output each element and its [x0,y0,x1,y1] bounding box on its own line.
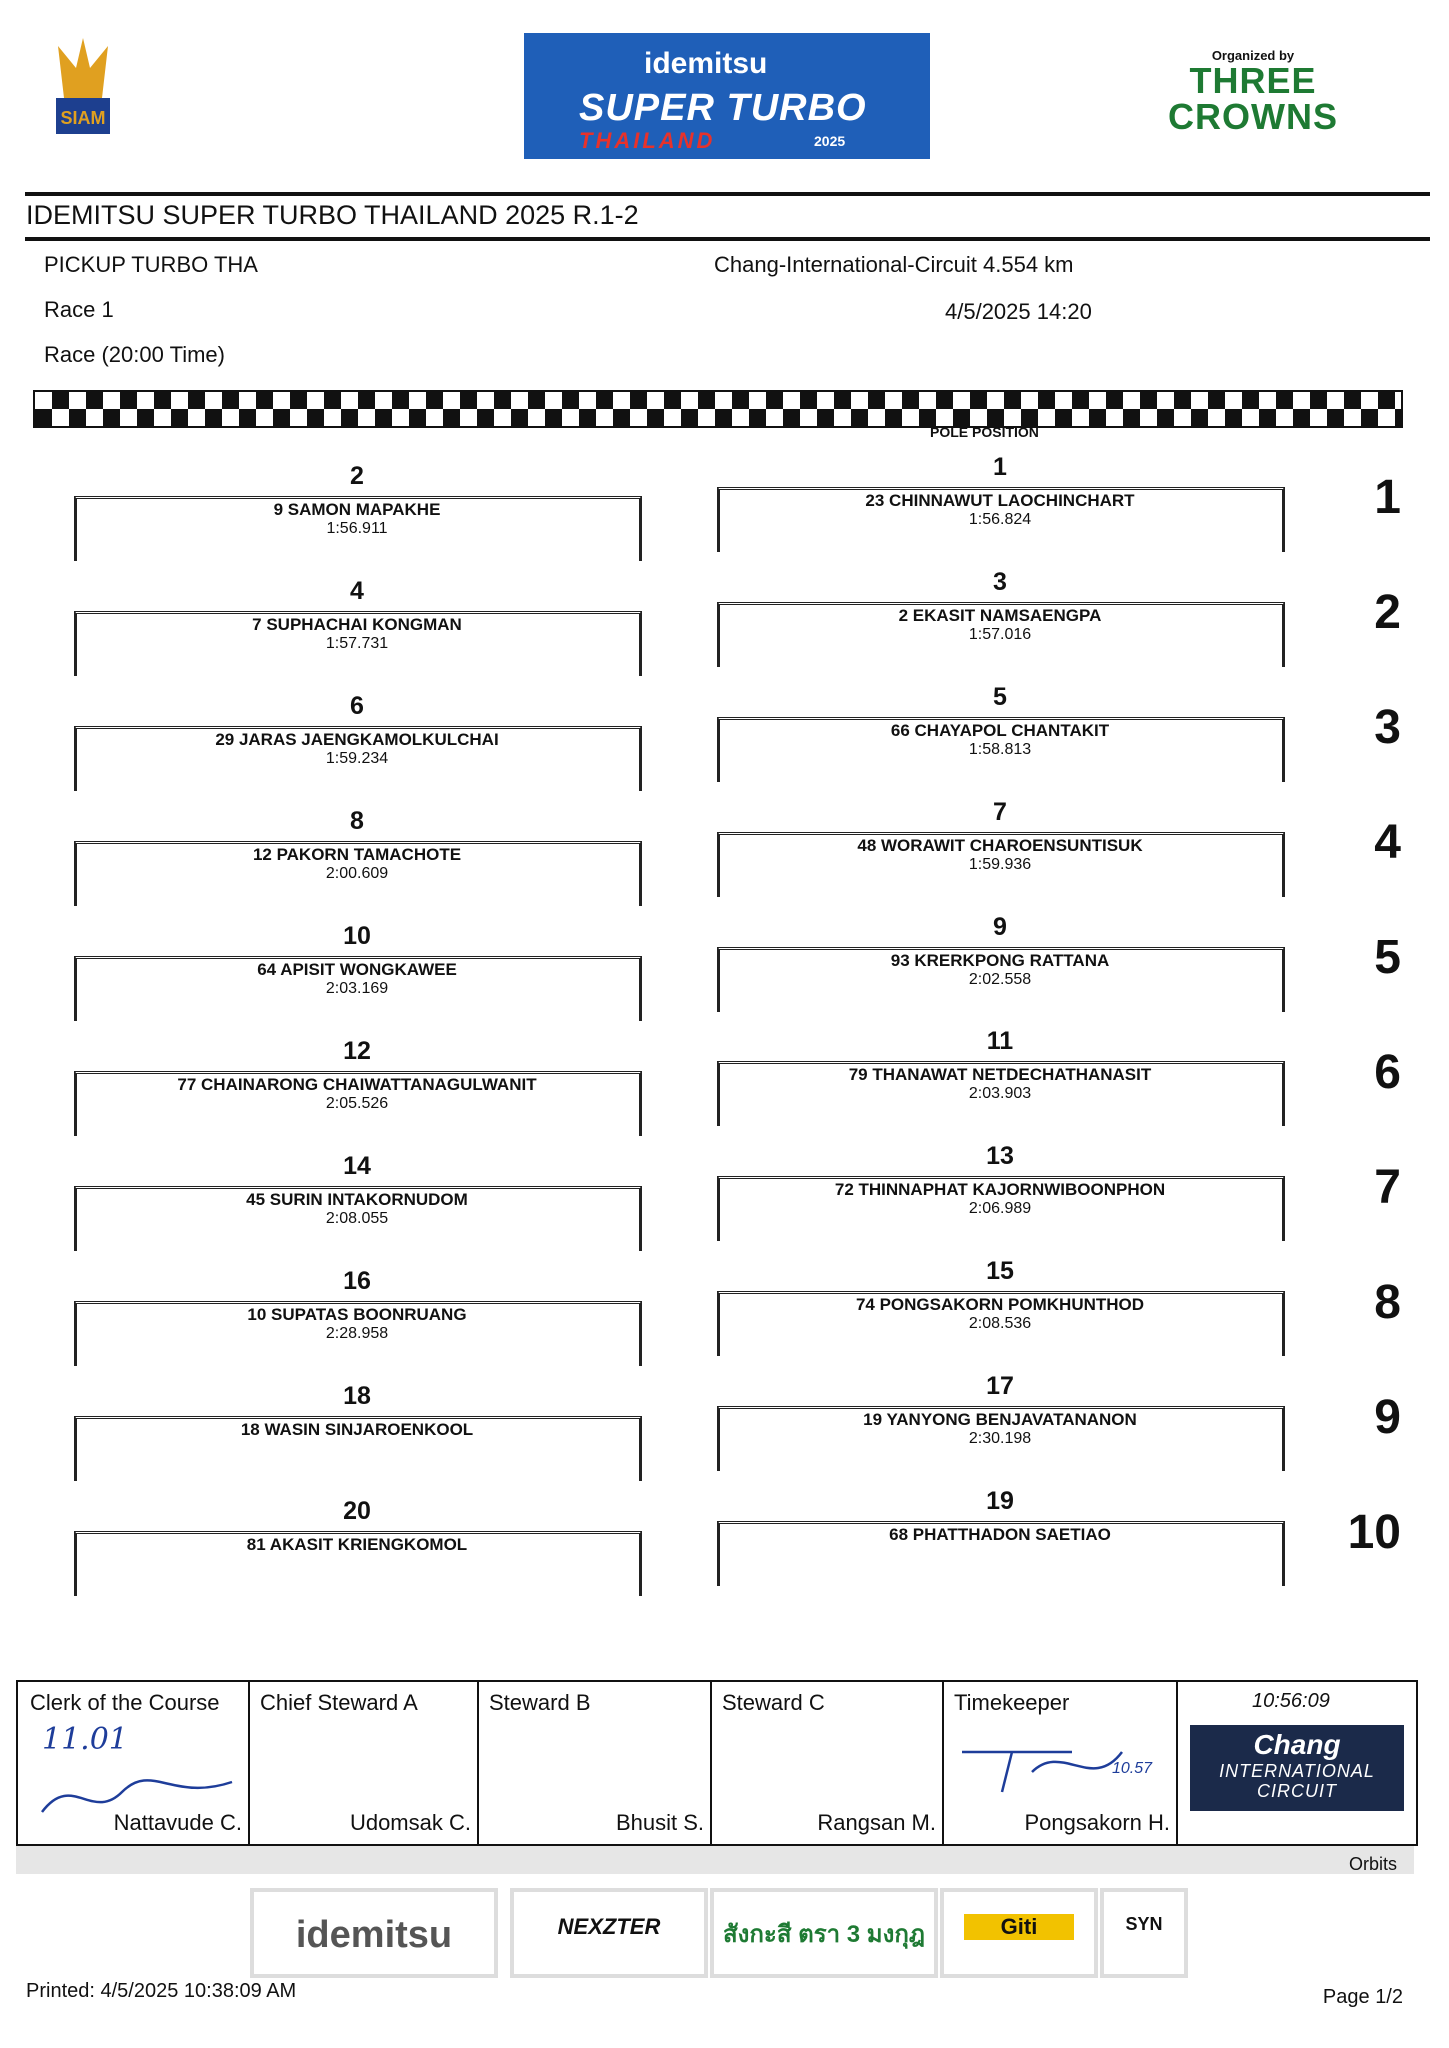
title-rule [25,237,1430,241]
driver-name: 72 THINNAPHAT KAJORNWIBOONPHON [834,1180,1166,1199]
driver-name: 18 WASIN SINJAROENKOOL [240,1420,474,1439]
printed-timestamp: Printed: 4/5/2025 10:38:09 AM [26,1980,297,2002]
siam-logo [50,38,116,142]
grid-position: 15 [986,1257,1014,1285]
grid-row-number: 9 [1374,1391,1401,1444]
grid-row-number: 5 [1374,931,1401,984]
driver-name: 48 WORAWIT CHAROENSUNTISUK [857,836,1143,855]
qualifying-time: 1:56.911 [326,520,388,537]
grid-slot [74,922,640,1022]
grid-position: 3 [993,568,1007,596]
grid-slot [717,1257,1283,1357]
organizer-label: Organized by [1211,48,1295,63]
grid-row-number: 3 [1374,701,1401,754]
sponsor-three-crowns-zinc-logo: สังกะสี ตรา 3 มงกุฎ [710,1888,938,1978]
grid-position: 8 [350,807,364,835]
handwritten-note: 11.01 [42,1722,128,1757]
page-number: Page 1/2 [1322,1986,1403,2008]
driver-name: 93 KRERKPONG RATTANA [890,951,1110,970]
qualifying-time: 1:56.824 [968,511,1032,528]
event-title: IDEMITSU SUPER TURBO THAILAND 2025 R.1-2 [26,200,639,230]
grid-position: 12 [343,1037,371,1065]
grid-slot [74,1037,640,1137]
grid-row-number: 1 [1374,471,1401,524]
grid-slot [74,1267,640,1367]
organizer-logo [1153,48,1353,135]
grid-slot [717,683,1283,783]
driver-name: 23 CHINNAWUT LAOCHINCHART [865,491,1135,510]
qualifying-time: 2:28.958 [325,1325,389,1342]
grid-slot [717,798,1283,898]
grid-position: 20 [343,1497,371,1525]
pole-position-label: POLE POSITION [930,424,1039,440]
grid-position: 14 [343,1152,371,1180]
official-name: Udomsak C. [349,1810,471,1835]
grid-slot [717,1487,1283,1587]
driver-name: 45 SURIN INTAKORNUDOM [246,1190,468,1209]
qualifying-time: 1:57.731 [325,635,389,652]
top-rule [25,192,1430,196]
grid-position: 9 [993,913,1007,941]
grid-row-number: 6 [1374,1046,1401,1099]
race-format: Race (20:00 Time) [44,342,225,367]
sponsor-idemitsu-logo: idemitsu [250,1888,498,1978]
qualifying-time: 2:03.903 [968,1085,1032,1102]
grid-row-number: 8 [1374,1276,1401,1329]
grid-row-number: 2 [1374,586,1401,639]
sponsor-giti-logo: Giti [940,1888,1098,1978]
grid-position: 10 [343,922,371,950]
grid-position: 5 [993,683,1007,711]
driver-name: 19 YANYONG BENJAVATANANON [863,1410,1137,1429]
qualifying-time: 1:59.936 [968,856,1032,873]
driver-name: 74 PONGSAKORN POMKHUNTHOD [855,1295,1145,1314]
grid-slot [74,462,640,562]
qualifying-time: 2:00.609 [325,865,389,882]
grid-position: 18 [343,1382,371,1410]
sponsor-nexzter-logo: NEXZTER [510,1888,708,1978]
grid-slot [74,692,640,792]
official-role: Timekeeper [954,1690,1070,1715]
circuit-info: Chang-International-Circuit 4.554 km [714,252,1074,277]
checkered-flag-banner [33,390,1403,428]
grid-slot [717,1027,1283,1127]
driver-name: 7 SUPHACHAI KONGMAN [252,615,462,634]
official-name: Bhusit S. [615,1810,704,1835]
grid-slot [717,1142,1283,1242]
official-role: Chief Steward A [260,1690,418,1715]
svg-text:SIAM: SIAM [60,108,106,128]
driver-name: 81 AKASIT KRIENGKOMOL [246,1535,468,1554]
official-role: Steward C [722,1690,825,1715]
grid-slot [74,1152,640,1252]
grid-position: 11 [986,1027,1014,1055]
sponsor-syn-logo: SYN [1100,1888,1188,1978]
driver-name: 64 APISIT WONGKAWEE [257,960,457,979]
grid-position: 1 [993,453,1007,481]
grid-position: 17 [986,1372,1014,1400]
grid-row-number: 7 [1374,1161,1401,1214]
grid-slot [74,1497,640,1597]
qualifying-time: 1:58.813 [968,741,1032,758]
idemitsu-super-turbo-logo: idemitsu SUPER TURBO THAILAND 2025 [524,33,930,159]
grid-position: 2 [350,462,364,490]
official-role: Clerk of the Course [30,1690,220,1715]
race-class: PICKUP TURBO THA [44,252,258,277]
official-role: Steward B [489,1690,591,1715]
race-datetime: 4/5/2025 14:20 [945,299,1092,324]
qualifying-time: 1:57.016 [968,626,1032,643]
grid-slot [717,1372,1283,1472]
footer-bar [16,1846,1414,1874]
qualifying-time: 2:30.198 [968,1430,1032,1447]
grid-position: 6 [350,692,364,720]
grid-position: 16 [343,1267,371,1295]
clerk-cell [18,1682,250,1844]
chang-circuit-logo: Chang INTERNATIONAL CIRCUIT [1190,1725,1404,1811]
driver-name: 77 CHAINARONG CHAIWATTANAGULWANIT [177,1075,537,1094]
race-number: Race 1 [44,297,114,322]
qualifying-time: 2:05.526 [325,1095,389,1112]
grid-slot [717,453,1283,553]
driver-name: 79 THANAWAT NETDECHATHANASIT [848,1065,1152,1084]
steward-b-cell [477,1682,712,1844]
driver-name: 66 CHAYAPOL CHANTAKIT [890,721,1110,740]
grid-slot [74,577,640,677]
qualifying-time: 2:03.169 [325,980,389,997]
orbits-label: Orbits [1348,1854,1397,1874]
qualifying-time: 2:02.558 [968,971,1032,988]
driver-name: 2 EKASIT NAMSAENGPA [898,606,1102,625]
timekeeper-cell [942,1682,1178,1844]
grid-slot [717,913,1283,1013]
qualifying-time: 2:08.536 [968,1315,1032,1332]
grid-slot [74,807,640,907]
organizer-name: THREE CROWNS [1168,60,1338,137]
driver-name: 68 PHATTHADON SAETIAO [889,1525,1111,1544]
official-name: Pongsakorn H. [1024,1810,1170,1835]
steward-c-cell [710,1682,944,1844]
qualifying-time: 1:59.234 [325,750,389,767]
grid-position: 4 [350,577,364,605]
grid-position: 7 [993,798,1007,826]
grid-slot [717,568,1283,668]
grid-row-number: 10 [1347,1506,1401,1559]
grid-slot [74,1382,640,1482]
print-clock: 10:56:09 [1252,1690,1330,1712]
driver-name: 9 SAMON MAPAKHE [273,500,441,519]
qualifying-time: 2:08.055 [325,1210,389,1227]
grid-row-number: 4 [1374,816,1401,869]
driver-name: 12 PAKORN TAMACHOTE [252,845,462,864]
driver-name: 29 JARAS JAENGKAMOLKULCHAI [215,730,499,749]
qualifying-time: 2:06.989 [968,1200,1032,1217]
official-name: Nattavude C. [113,1810,242,1835]
handwritten-note: 10.57 [1112,1760,1153,1777]
official-name: Rangsan M. [817,1810,936,1835]
grid-position: 19 [986,1487,1014,1515]
driver-name: 10 SUPATAS BOONRUANG [247,1305,467,1324]
grid-position: 13 [986,1142,1014,1170]
chief-steward-cell [248,1682,479,1844]
